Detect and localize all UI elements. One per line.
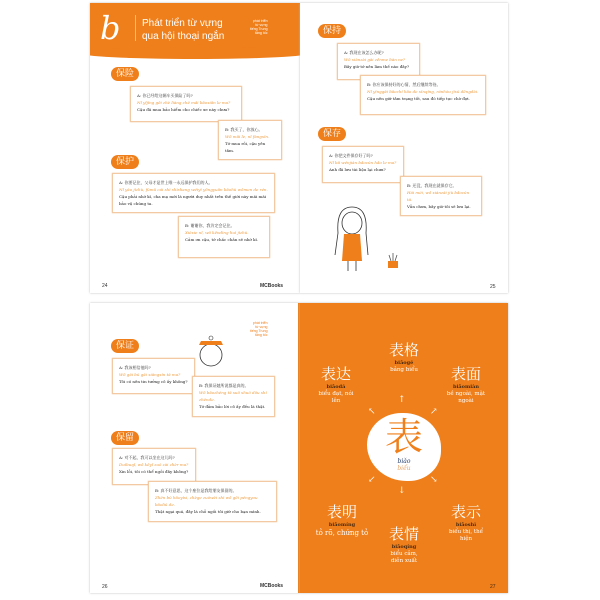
dialog-box: A: 我现在该怎么办呢? Wǒ xiànzài gāi zěnme bàn ne? Bây giờ tớ nên làm thế nào đây? bbox=[337, 43, 420, 80]
page-26 bbox=[90, 303, 300, 593]
center-char: 表 bbox=[384, 415, 423, 459]
arrow-icon: ↓ bbox=[398, 486, 406, 496]
center-meaning: biểu bbox=[397, 465, 411, 472]
publisher-logo: MCBooks bbox=[260, 583, 284, 589]
publisher-logo: MCBooks bbox=[260, 283, 284, 289]
page-number: 26 bbox=[102, 584, 108, 590]
word-entry: 表面 biǎomiàn bề ngoài, mặt ngoài bbox=[446, 365, 486, 404]
word-entry: 表示 biǎoshì biểu thị, thể hiện bbox=[448, 503, 484, 542]
dialog-box: B: 你应该保持好的心情，然后继续等待。 Nǐ yīnggāi bǎochí hǎo de xīnqíng, ránhòu jìxù děngdài. Cậu nên giữ tâm trạng tốt, sau đó tiếp tục chờ đợi. bbox=[360, 75, 486, 115]
page-24 bbox=[90, 3, 300, 293]
word-label: 保持 bbox=[318, 24, 346, 38]
word-entry: 表达 biǎodá biểu đạt, nói lên bbox=[318, 365, 354, 404]
chapter-letter: b bbox=[100, 9, 121, 47]
word-label: 保证 bbox=[111, 339, 139, 353]
girl-illustration bbox=[330, 203, 375, 275]
word-label: 保险 bbox=[111, 67, 139, 81]
dialog-box: B: 我保证她所说都是真的。 Wǒ bǎozhèng tā suǒ shuō dōu shì zhēnde. Tớ đảm bảo lời cô ấy đều là thật. bbox=[192, 376, 275, 417]
title-line: qua hội thoại ngắn bbox=[142, 31, 225, 42]
dialog-box: B: 我买了，你放心。 Wǒ mǎi le, nǐ fàngxīn. Tớ mua rồi, cậu yên tâm. bbox=[218, 120, 282, 160]
dialog-box: A: 你要记住，父母才是世上唯一永远保护我们的人。 Nǐ yào jìzhù, fùmǔ cái shì shìshang wéiyī yǒngyuǎn bǎohù wǒmen de rén. Cậu phải nhớ kĩ, cha mẹ mới là người duy nhất trên thế giới này mãi mãi bảo vệ chúng ta. bbox=[112, 173, 275, 213]
page-number: 24 bbox=[102, 283, 108, 289]
dialog-box: A: 对不起，我可以坐在这儿吗? Duìbuqǐ, wǒ kěyǐ zuò zài zhèr ma? Xin lỗi, tôi có thể ngồi đây không? bbox=[112, 448, 196, 485]
page-25 bbox=[300, 3, 508, 293]
page-27 bbox=[300, 303, 508, 593]
word-entry: 表情 biǎoqíng biểu cảm, diễn xuất bbox=[388, 525, 419, 564]
dialog-box: B: 谢谢你，我肯定会记住。 Xièxie nǐ, wǒ kěndìng huì jìzhù. Cảm ơn cậu, tớ chắc chắn sẽ nhớ kĩ. bbox=[178, 216, 270, 258]
dialog-box: B: 还没，我现在就保存它。 Hái méi, wǒ xiànzài jiù bǎocún tā. Vẫn chưa, bây giờ tôi sẽ lưu lại. bbox=[400, 176, 482, 216]
series-badge: phát triển từ vựng tiếng Trung tăng tốc bbox=[250, 321, 268, 337]
center-word bbox=[367, 416, 441, 472]
dialog-box: A: 你把文件保存好了吗? Nǐ bǎ wénjiàn bǎocún hǎo le ma? Anh đã lưu tài liệu lại chưa? bbox=[322, 146, 404, 183]
dialog-box: B: 真不好意思，这个座位是我给朋友保留的。 Zhēn bù hǎoyìsi, zhège zuòwèi shì wǒ gěi péngyou bǎoliú de. Thật ngại quá, đây là chỗ ngồi tôi giữ cho bạn mình. bbox=[148, 481, 277, 522]
chapter-title bbox=[142, 17, 224, 43]
arrow-icon: ↗ bbox=[430, 407, 438, 417]
page-number: 27 bbox=[490, 584, 496, 590]
chapter-header bbox=[90, 3, 300, 53]
dialog-box: A: 你已经给这辆车买保险了吗? Nǐ yǐjīng gěi zhè liàng chē mǎi bǎoxiǎn le ma? Cậu đã mua bảo hiểm cho chiếc xe này chưa? bbox=[130, 86, 242, 122]
plant-icon bbox=[387, 253, 399, 269]
arrow-icon: ↙ bbox=[368, 475, 376, 485]
boy-illustration bbox=[196, 333, 226, 369]
arrow-icon: ↑ bbox=[398, 395, 406, 405]
page-number: 25 bbox=[490, 284, 496, 290]
title-line: Phát triển từ vựng bbox=[142, 18, 223, 29]
word-label: 保护 bbox=[111, 155, 139, 169]
dialog-box: A: 我该相信他吗? Wǒ gāi bù gāi xiāngxìn tā ma? Tôi có nên tin tưởng cô ấy không? bbox=[112, 358, 195, 394]
word-label: 保留 bbox=[111, 431, 139, 445]
arrow-icon: ↘ bbox=[430, 475, 438, 485]
word-label: 保存 bbox=[318, 127, 346, 141]
arrow-icon: ↖ bbox=[368, 407, 376, 417]
series-badge: phát triển từ vựng tiếng Trung tăng tốc bbox=[250, 19, 268, 35]
word-entry: 表格 biǎogé bảng biểu bbox=[388, 341, 419, 373]
word-entry: 表明 biǎomíng tỏ rõ, chứng tỏ bbox=[315, 503, 369, 537]
center-pinyin: biǎo bbox=[397, 458, 411, 465]
